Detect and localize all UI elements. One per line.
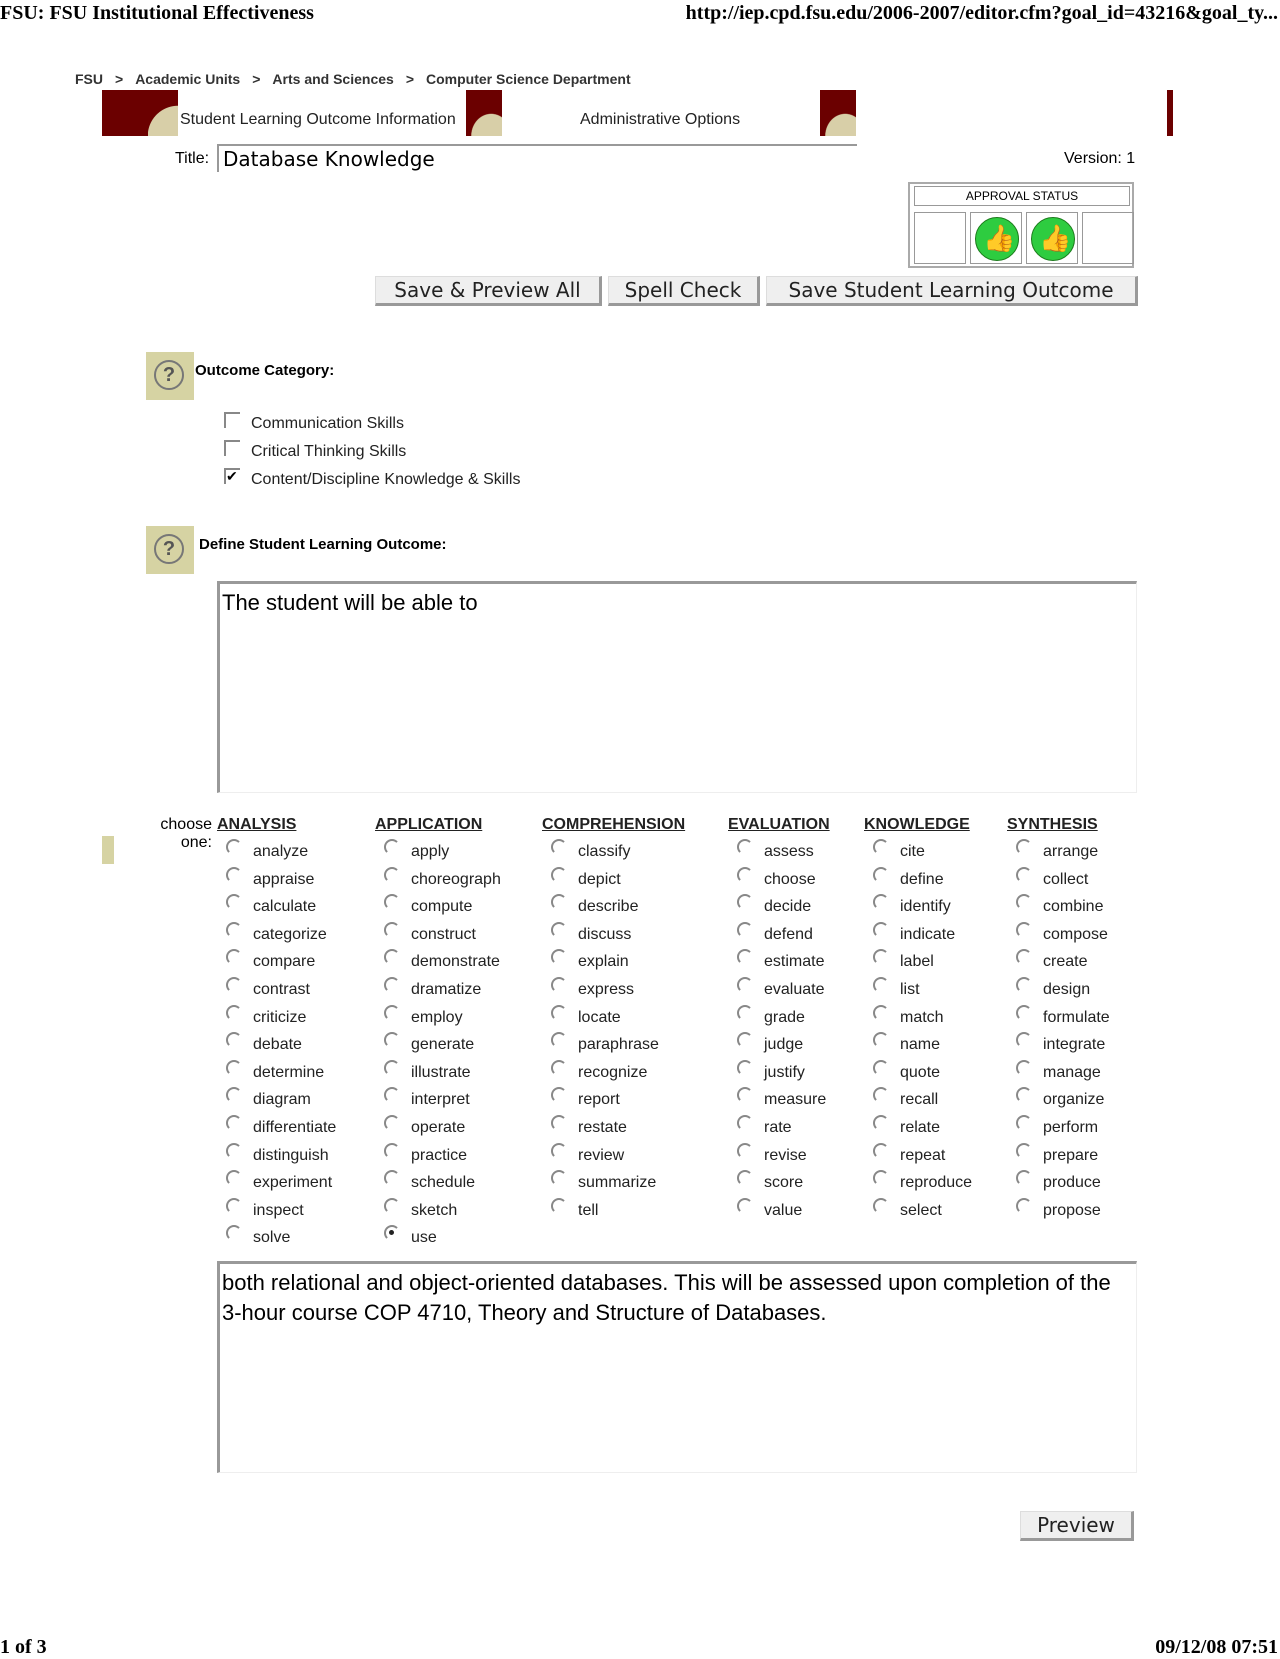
breadcrumb-item-computer-science[interactable]: Computer Science Department xyxy=(426,71,631,87)
radio-express[interactable] xyxy=(551,977,567,993)
column-heading-analysis[interactable]: ANALYSIS xyxy=(217,816,297,833)
print-header-title: FSU: FSU Institutional Effectiveness xyxy=(0,2,314,24)
radio-justify[interactable] xyxy=(737,1060,753,1076)
verb-label: organize xyxy=(1043,1091,1105,1109)
outcome-category-title: Outcome Category: xyxy=(195,362,335,379)
verb-label: create xyxy=(1043,953,1088,971)
radio-perform[interactable] xyxy=(1016,1115,1032,1131)
radio-measure[interactable] xyxy=(737,1087,753,1103)
row-marker xyxy=(102,836,114,864)
verb-label: differentiate xyxy=(253,1119,337,1136)
radio-score[interactable] xyxy=(737,1170,753,1186)
print-header-url: http://iep.cpd.fsu.edu/2006-2007/editor.cfm?goal_id=43216&goal_ty... xyxy=(685,2,1278,24)
tab-corner-left-decoration xyxy=(102,90,178,136)
thumbs-up-icon xyxy=(975,217,1019,261)
radio-list[interactable] xyxy=(873,977,889,993)
verb-label: compose xyxy=(1043,925,1108,943)
print-footer-date: 09/12/08 07:51 xyxy=(1155,1636,1278,1658)
radio-value[interactable] xyxy=(737,1198,753,1214)
verb-label: prepare xyxy=(1043,1146,1099,1164)
verb-label: paraphrase xyxy=(578,1036,659,1054)
verb-label: employ xyxy=(411,1008,463,1026)
breadcrumb-item-academic-units[interactable]: Academic Units xyxy=(135,71,241,87)
radio-construct[interactable] xyxy=(384,922,400,938)
verb-label: define xyxy=(900,870,944,888)
radio-criticize[interactable] xyxy=(226,1005,242,1021)
radio-paraphrase[interactable] xyxy=(551,1032,567,1048)
choose-one-label: choose one: xyxy=(160,816,212,851)
radio-solve[interactable] xyxy=(226,1225,242,1241)
radio-generate[interactable] xyxy=(384,1032,400,1048)
radio-integrate[interactable] xyxy=(1016,1032,1032,1048)
radio-label[interactable] xyxy=(873,949,889,965)
radio-discuss[interactable] xyxy=(551,922,567,938)
verb-label: manage xyxy=(1043,1063,1101,1081)
radio-arrange[interactable] xyxy=(1016,839,1032,855)
save-preview-all-button[interactable]: Save & Preview All xyxy=(375,276,602,306)
verb-label: quote xyxy=(900,1063,941,1081)
verb-label: diagram xyxy=(253,1091,311,1109)
verb-label: indicate xyxy=(900,925,956,943)
radio-judge[interactable] xyxy=(737,1032,753,1048)
approval-status-title: APPROVAL STATUS xyxy=(914,186,1130,206)
version-label: Version: 1 xyxy=(1064,150,1136,167)
radio-defend[interactable] xyxy=(737,922,753,938)
radio-match[interactable] xyxy=(873,1005,889,1021)
radio-identify[interactable] xyxy=(873,894,889,910)
radio-analyze[interactable] xyxy=(226,839,242,855)
print-footer-page: 1 of 3 xyxy=(0,1636,47,1658)
verb-label: recall xyxy=(900,1091,939,1109)
verb-label: value xyxy=(764,1201,803,1219)
radio-grade[interactable] xyxy=(737,1005,753,1021)
radio-rate[interactable] xyxy=(737,1115,753,1131)
tab-divider-decoration xyxy=(466,90,502,136)
verb-label: measure xyxy=(764,1091,827,1109)
radio-decide[interactable] xyxy=(737,894,753,910)
verb-label: discuss xyxy=(578,925,632,943)
radio-propose[interactable] xyxy=(1016,1198,1032,1214)
radio-operate[interactable] xyxy=(384,1115,400,1131)
verb-label: inspect xyxy=(253,1201,304,1219)
radio-determine[interactable] xyxy=(226,1060,242,1076)
verb-label: propose xyxy=(1043,1201,1101,1219)
column-heading-synthesis[interactable]: SYNTHESIS xyxy=(1007,816,1098,833)
radio-select[interactable] xyxy=(873,1198,889,1214)
radio-create[interactable] xyxy=(1016,949,1032,965)
outcome-completion-textarea[interactable]: both relational and object-oriented databases. This will be assessed upon completion of the 3-hour course COP 4710, Theory and Structure of Databases. xyxy=(217,1261,1137,1473)
verb-label: estimate xyxy=(764,953,825,971)
breadcrumb-separator: > xyxy=(405,71,414,87)
radio-indicate[interactable] xyxy=(873,922,889,938)
radio-review[interactable] xyxy=(551,1143,567,1159)
column-heading-knowledge[interactable]: KNOWLEDGE xyxy=(864,816,970,833)
radio-estimate[interactable] xyxy=(737,949,753,965)
checkbox-label: Content/Discipline Knowledge & Skills xyxy=(251,471,521,488)
verb-label: perform xyxy=(1043,1119,1099,1136)
tab-end-decoration xyxy=(820,90,856,136)
radio-repeat[interactable] xyxy=(873,1143,889,1159)
verb-label: relate xyxy=(900,1119,941,1136)
question-mark-icon: ? xyxy=(154,360,184,390)
verb-label: list xyxy=(900,981,920,998)
radio-employ[interactable] xyxy=(384,1005,400,1021)
title-input[interactable] xyxy=(217,144,857,172)
tab-administrative-options[interactable]: Administrative Options xyxy=(580,111,741,128)
radio-describe[interactable] xyxy=(551,894,567,910)
preview-button[interactable]: Preview xyxy=(1020,1511,1134,1541)
verb-label: assess xyxy=(764,843,814,860)
verb-label: name xyxy=(900,1036,941,1054)
radio-relate[interactable] xyxy=(873,1115,889,1131)
verb-label: explain xyxy=(578,953,629,971)
radio-sketch[interactable] xyxy=(384,1198,400,1214)
verb-label: collect xyxy=(1043,870,1089,888)
radio-compose[interactable] xyxy=(1016,922,1032,938)
radio-recall[interactable] xyxy=(873,1087,889,1103)
radio-appraise[interactable] xyxy=(226,867,242,883)
approval-cell-empty xyxy=(1082,212,1134,264)
verb-label: generate xyxy=(411,1036,475,1054)
verb-label: sketch xyxy=(411,1201,458,1219)
right-edge-marker xyxy=(1167,90,1173,136)
radio-interpret[interactable] xyxy=(384,1087,400,1103)
approval-cell xyxy=(1026,212,1078,264)
tab-student-learning-outcome-info[interactable]: Student Learning Outcome Information xyxy=(180,111,456,128)
radio-debate[interactable] xyxy=(226,1032,242,1048)
verb-label: identify xyxy=(900,898,951,916)
verb-label: depict xyxy=(578,870,621,888)
verb-label: integrate xyxy=(1043,1036,1106,1054)
verb-label: compare xyxy=(253,953,316,971)
verb-label: rate xyxy=(764,1119,792,1136)
title-label: Title: xyxy=(175,150,210,167)
radio-depict[interactable] xyxy=(551,867,567,883)
verb-label: distinguish xyxy=(253,1146,329,1164)
verb-label: demonstrate xyxy=(411,953,500,971)
column-heading-comprehension[interactable]: COMPREHENSION xyxy=(542,816,686,833)
radio-combine[interactable] xyxy=(1016,894,1032,910)
radio-produce[interactable] xyxy=(1016,1170,1032,1186)
radio-prepare[interactable] xyxy=(1016,1143,1032,1159)
verb-label: grade xyxy=(764,1008,805,1026)
verb-label: cite xyxy=(900,843,925,860)
radio-categorize[interactable] xyxy=(226,922,242,938)
verb-label: locate xyxy=(578,1008,621,1026)
verb-label: label xyxy=(900,953,934,971)
radio-restate[interactable] xyxy=(551,1115,567,1131)
verb-label: justify xyxy=(764,1063,805,1081)
verb-label: categorize xyxy=(253,925,327,943)
radio-collect[interactable] xyxy=(1016,867,1032,883)
radio-inspect[interactable] xyxy=(226,1198,242,1214)
verb-label: solve xyxy=(253,1229,291,1247)
verb-label: reproduce xyxy=(900,1174,973,1192)
radio-apply[interactable] xyxy=(384,839,400,855)
verb-label: illustrate xyxy=(411,1063,471,1081)
radio-define[interactable] xyxy=(873,867,889,883)
verb-label: contrast xyxy=(253,981,310,998)
radio-experiment[interactable] xyxy=(226,1170,242,1186)
verb-label: criticize xyxy=(253,1008,307,1026)
verb-label: practice xyxy=(411,1146,468,1164)
radio-organize[interactable] xyxy=(1016,1087,1032,1103)
verb-label: judge xyxy=(764,1036,804,1054)
column-heading-application[interactable]: APPLICATION xyxy=(375,816,483,833)
verb-label: describe xyxy=(578,898,639,916)
radio-calculate[interactable] xyxy=(226,894,242,910)
breadcrumb-item-arts-sciences[interactable]: Arts and Sciences xyxy=(272,71,394,87)
verb-label: choreograph xyxy=(411,870,501,888)
verb-label: debate xyxy=(253,1036,302,1054)
radio-recognize[interactable] xyxy=(551,1060,567,1076)
verb-label: compute xyxy=(411,898,473,916)
verb-label: combine xyxy=(1043,898,1104,916)
radio-choreograph[interactable] xyxy=(384,867,400,883)
verb-label: determine xyxy=(253,1063,325,1081)
verb-label: match xyxy=(900,1008,944,1026)
verb-label: recognize xyxy=(578,1063,648,1081)
radio-evaluate[interactable] xyxy=(737,977,753,993)
help-button-outcome-category[interactable] xyxy=(146,352,194,400)
spell-check-button[interactable]: Spell Check xyxy=(608,276,760,306)
radio-illustrate[interactable] xyxy=(384,1060,400,1076)
verb-label: apply xyxy=(411,843,450,860)
outcome-intro-textarea[interactable]: The student will be able to xyxy=(217,581,1137,793)
verb-label: tell xyxy=(578,1201,599,1219)
verb-label: interpret xyxy=(411,1091,470,1109)
verb-label: schedule xyxy=(411,1174,476,1192)
verb-label: defend xyxy=(764,925,813,943)
radio-distinguish[interactable] xyxy=(226,1143,242,1159)
verb-label: decide xyxy=(764,898,812,916)
breadcrumb-separator: > xyxy=(252,71,261,87)
radio-explain[interactable] xyxy=(551,949,567,965)
verb-label: select xyxy=(900,1201,942,1219)
radio-practice[interactable] xyxy=(384,1143,400,1159)
radio-locate[interactable] xyxy=(551,1005,567,1021)
radio-use[interactable] xyxy=(384,1225,400,1241)
verb-label: arrange xyxy=(1043,843,1099,860)
verb-label: operate xyxy=(411,1119,466,1136)
approval-cell-empty xyxy=(914,212,966,264)
radio-revise[interactable] xyxy=(737,1143,753,1159)
verb-label: review xyxy=(578,1146,625,1164)
radio-diagram[interactable] xyxy=(226,1087,242,1103)
breadcrumb-item-fsu[interactable]: FSU xyxy=(75,71,103,87)
verb-label: evaluate xyxy=(764,981,825,998)
radio-tell[interactable] xyxy=(551,1198,567,1214)
verb-label: classify xyxy=(578,843,631,860)
verb-label: express xyxy=(578,981,635,998)
verb-label: calculate xyxy=(253,898,317,916)
verb-label: restate xyxy=(578,1119,627,1136)
thumbs-up-icon xyxy=(1031,217,1075,261)
checkbox-label: Communication Skills xyxy=(251,415,404,432)
verb-label: design xyxy=(1043,981,1091,998)
breadcrumb-separator: > xyxy=(115,71,124,87)
radio-formulate[interactable] xyxy=(1016,1005,1032,1021)
checkbox-label: Critical Thinking Skills xyxy=(251,443,407,460)
verb-label: formulate xyxy=(1043,1008,1110,1026)
radio-report[interactable] xyxy=(551,1087,567,1103)
column-heading-evaluation[interactable]: EVALUATION xyxy=(728,816,830,833)
verb-label: revise xyxy=(764,1146,807,1164)
approval-cell xyxy=(970,212,1022,264)
radio-design[interactable] xyxy=(1016,977,1032,993)
radio-cite[interactable] xyxy=(873,839,889,855)
checkbox-content-discipline[interactable]: ✔ xyxy=(224,468,240,484)
checkbox-communication-skills[interactable] xyxy=(224,412,240,428)
verb-label: choose xyxy=(764,870,816,888)
radio-demonstrate[interactable] xyxy=(384,949,400,965)
verb-label: score xyxy=(764,1174,804,1192)
radio-manage[interactable] xyxy=(1016,1060,1032,1076)
radio-assess[interactable] xyxy=(737,839,753,855)
radio-contrast[interactable] xyxy=(226,977,242,993)
radio-quote[interactable] xyxy=(873,1060,889,1076)
verb-label: use xyxy=(411,1229,437,1247)
radio-summarize[interactable] xyxy=(551,1170,567,1186)
save-outcome-button[interactable]: Save Student Learning Outcome xyxy=(766,276,1138,306)
radio-compare[interactable] xyxy=(226,949,242,965)
radio-classify[interactable] xyxy=(551,839,567,855)
define-outcome-title: Define Student Learning Outcome: xyxy=(199,536,447,553)
radio-choose[interactable] xyxy=(737,867,753,883)
help-button-define-outcome[interactable] xyxy=(146,526,194,574)
verb-label: report xyxy=(578,1091,620,1109)
verb-label: summarize xyxy=(578,1174,657,1192)
radio-schedule[interactable] xyxy=(384,1170,400,1186)
checkbox-critical-thinking[interactable] xyxy=(224,440,240,456)
radio-dramatize[interactable] xyxy=(384,977,400,993)
radio-name[interactable] xyxy=(873,1032,889,1048)
question-mark-icon: ? xyxy=(154,534,184,564)
approval-status-panel xyxy=(908,182,1134,268)
radio-reproduce[interactable] xyxy=(873,1170,889,1186)
verb-label: repeat xyxy=(900,1146,946,1164)
verb-label: appraise xyxy=(253,870,315,888)
verb-label: experiment xyxy=(253,1174,333,1192)
verb-label: analyze xyxy=(253,843,309,860)
verb-label: dramatize xyxy=(411,981,482,998)
verb-label: construct xyxy=(411,925,476,943)
verb-label: produce xyxy=(1043,1174,1101,1192)
breadcrumb xyxy=(75,71,631,87)
radio-compute[interactable] xyxy=(384,894,400,910)
radio-differentiate[interactable] xyxy=(226,1115,242,1131)
